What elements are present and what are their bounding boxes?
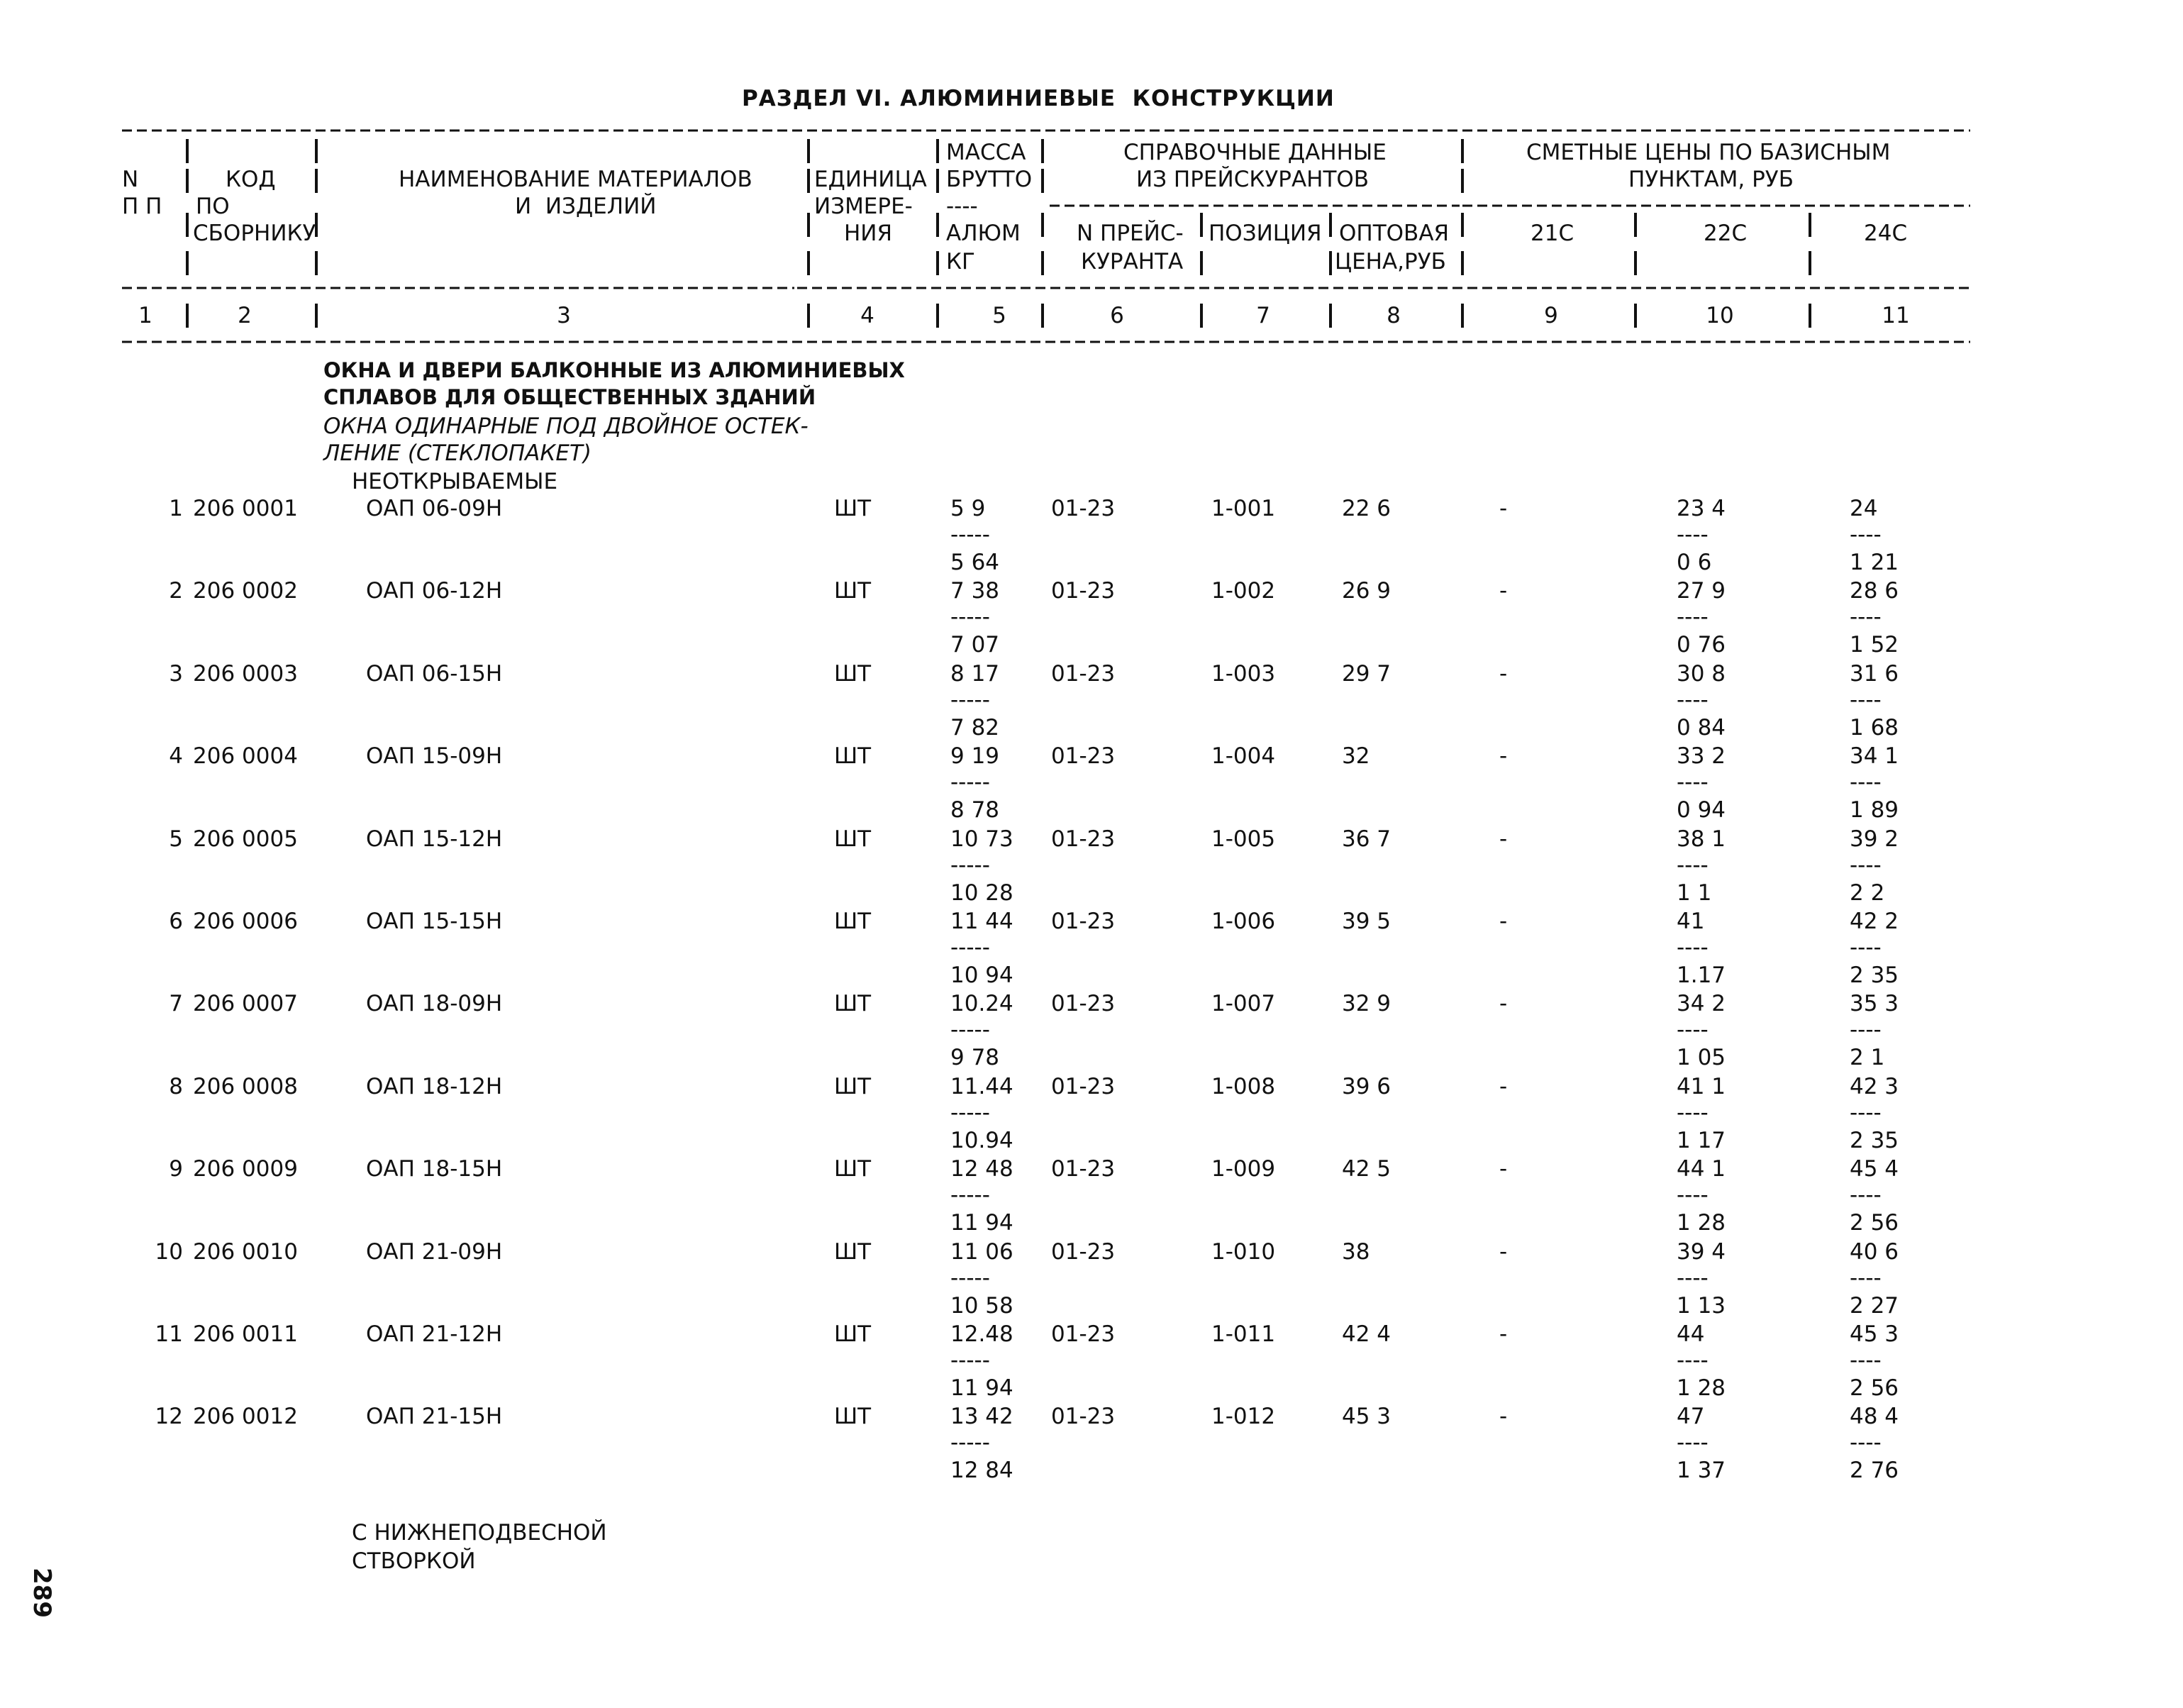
header-pos: ПОЗИЦИЯ <box>1209 221 1322 246</box>
row-pricelist: 01-23 <box>1051 1404 1116 1429</box>
row-position: 1-009 <box>1211 1156 1276 1182</box>
header-mass-5: КГ <box>946 249 975 274</box>
row-unit: ШТ <box>834 991 872 1016</box>
row-price-22c-sub: 1 05 <box>1677 1045 1726 1070</box>
row-price-22c-sub: 0 76 <box>1677 632 1726 658</box>
page-title: РАЗДЕЛ VI. АЛЮМИНИЕВЫЕ КОНСТРУКЦИИ <box>742 86 1335 111</box>
row-price-22c: 41 <box>1677 909 1705 934</box>
row-price-21c: - <box>1499 496 1508 521</box>
row-number: 8 <box>169 1074 183 1099</box>
header-est-1: СМЕТНЫЕ ЦЕНЫ ПО БАЗИСНЫМ <box>1526 140 1891 165</box>
row-price-22c-sub: 1.17 <box>1677 963 1726 988</box>
row-name: ОАП 21-12Н <box>366 1321 503 1347</box>
row-price-21c: - <box>1499 1156 1508 1182</box>
row-price-22c: 44 <box>1677 1321 1705 1347</box>
row-mass-separator: ----- <box>950 1265 990 1291</box>
row-pricelist: 01-23 <box>1051 1074 1116 1099</box>
row-wholesale-price: 42 4 <box>1342 1321 1392 1347</box>
row-code: 206 0006 <box>193 909 298 934</box>
row-price-24c-sub: 2 2 <box>1850 880 1885 906</box>
row-price-22c: 23 4 <box>1677 496 1726 521</box>
row-name: ОАП 06-09Н <box>366 496 503 521</box>
colnum-5: 5 <box>992 303 1006 328</box>
row-mass-alum: 10 94 <box>950 963 1013 988</box>
row-price-22c-separator: ---- <box>1677 1348 1709 1373</box>
row-mass-alum: 10 58 <box>950 1293 1013 1319</box>
row-price-22c: 33 2 <box>1677 743 1726 769</box>
row-mass-alum: 7 82 <box>950 715 1000 741</box>
row-code: 206 0004 <box>193 743 298 769</box>
row-price-24c: 24 <box>1850 496 1878 521</box>
row-mass-alum: 5 64 <box>950 550 1000 575</box>
row-mass: 13 42 <box>950 1404 1013 1429</box>
header-unit-1: ЕДИНИЦА <box>814 167 927 192</box>
row-mass: 11 06 <box>950 1239 1013 1265</box>
row-unit: ШТ <box>834 1404 872 1429</box>
row-position: 1-003 <box>1211 661 1276 687</box>
row-price-24c-separator: ---- <box>1850 770 1882 795</box>
row-price-24c: 40 6 <box>1850 1239 1899 1265</box>
row-number: 6 <box>169 909 183 934</box>
row-position: 1-012 <box>1211 1404 1276 1429</box>
row-price-24c-sub: 2 35 <box>1850 963 1899 988</box>
row-price-24c-sub: 1 89 <box>1850 797 1899 823</box>
section-heading-line-1: ОКНА И ДВЕРИ БАЛКОННЫЕ ИЗ АЛЮМИНИЕВЫХ <box>323 358 905 382</box>
row-unit: ШТ <box>834 1074 872 1099</box>
row-wholesale-price: 45 3 <box>1342 1404 1392 1429</box>
header-mass-3: ---- <box>946 194 978 219</box>
header-name-2: И ИЗДЕЛИЙ <box>515 194 657 219</box>
row-price-24c: 42 2 <box>1850 909 1899 934</box>
row-price-24c-sub: 2 76 <box>1850 1458 1899 1483</box>
row-mass-separator: ----- <box>950 1100 990 1126</box>
row-price-24c-separator: ---- <box>1850 1182 1882 1208</box>
row-price-22c-sub: 1 28 <box>1677 1375 1726 1401</box>
row-mass-separator: ----- <box>950 935 990 960</box>
row-code: 206 0011 <box>193 1321 298 1347</box>
row-price-22c-separator: ---- <box>1677 1100 1709 1126</box>
row-price-24c: 45 4 <box>1850 1156 1899 1182</box>
row-pricelist: 01-23 <box>1051 826 1116 852</box>
footer-note-line-2: СТВОРКОЙ <box>352 1548 476 1574</box>
row-wholesale-price: 36 7 <box>1342 826 1392 852</box>
row-name: ОАП 15-15Н <box>366 909 503 934</box>
row-mass: 9 19 <box>950 743 1000 769</box>
row-price-24c-sub: 2 1 <box>1850 1045 1885 1070</box>
row-price-22c-separator: ---- <box>1677 687 1709 713</box>
row-unit: ШТ <box>834 743 872 769</box>
row-price-24c-separator: ---- <box>1850 853 1882 878</box>
row-price-22c: 41 1 <box>1677 1074 1726 1099</box>
row-price-22c-separator: ---- <box>1677 604 1709 630</box>
row-price-22c: 30 8 <box>1677 661 1726 687</box>
row-mass: 8 17 <box>950 661 1000 687</box>
colnum-6: 6 <box>1110 303 1124 328</box>
row-mass-separator: ----- <box>950 687 990 713</box>
row-code: 206 0012 <box>193 1404 298 1429</box>
row-price-22c: 27 9 <box>1677 578 1726 604</box>
colnum-4: 4 <box>860 303 874 328</box>
row-position: 1-008 <box>1211 1074 1276 1099</box>
row-mass-separator: ----- <box>950 1348 990 1373</box>
header-ref-no-1: N ПРЕЙС- <box>1077 221 1184 246</box>
row-code: 206 0009 <box>193 1156 298 1182</box>
group-heading: НЕОТКРЫВАЕМЫЕ <box>352 469 558 494</box>
row-position: 1-002 <box>1211 578 1276 604</box>
row-price-24c-separator: ---- <box>1850 1348 1882 1373</box>
row-price-24c-sub: 1 68 <box>1850 715 1899 741</box>
header-24c: 24С <box>1864 221 1908 246</box>
row-price-24c: 34 1 <box>1850 743 1899 769</box>
row-price-21c: - <box>1499 1074 1508 1099</box>
row-code: 206 0005 <box>193 826 298 852</box>
row-number: 1 <box>169 496 183 521</box>
row-wholesale-price: 32 <box>1342 743 1370 769</box>
row-position: 1-011 <box>1211 1321 1276 1347</box>
header-mass-4: АЛЮМ <box>946 221 1021 246</box>
row-price-22c-sub: 0 6 <box>1677 550 1712 575</box>
row-unit: ШТ <box>834 496 872 521</box>
row-price-22c-separator: ---- <box>1677 853 1709 878</box>
row-wholesale-price: 22 6 <box>1342 496 1392 521</box>
header-ref-1: СПРАВОЧНЫЕ ДАННЫЕ <box>1123 140 1387 165</box>
row-unit: ШТ <box>834 661 872 687</box>
row-name: ОАП 18-12Н <box>366 1074 503 1099</box>
row-price-22c-separator: ---- <box>1677 1430 1709 1455</box>
row-price-24c: 45 3 <box>1850 1321 1899 1347</box>
header-mass-2: БРУТТО <box>946 167 1033 192</box>
row-pricelist: 01-23 <box>1051 909 1116 934</box>
row-name: ОАП 21-15Н <box>366 1404 503 1429</box>
row-unit: ШТ <box>834 1321 872 1347</box>
footer-note-line-1: С НИЖНЕПОДВЕСНОЙ <box>352 1520 607 1546</box>
row-position: 1-004 <box>1211 743 1276 769</box>
row-code: 206 0003 <box>193 661 298 687</box>
row-price-24c-separator: ---- <box>1850 1100 1882 1126</box>
row-price-21c: - <box>1499 1321 1508 1347</box>
header-npp-1: N <box>122 167 139 192</box>
header-unit-2: ИЗМЕРЕ- <box>814 194 913 219</box>
row-price-24c: 28 6 <box>1850 578 1899 604</box>
row-price-24c-sub: 2 35 <box>1850 1128 1899 1153</box>
row-position: 1-007 <box>1211 991 1276 1016</box>
row-price-22c-separator: ---- <box>1677 770 1709 795</box>
row-position: 1-005 <box>1211 826 1276 852</box>
row-number: 3 <box>169 661 183 687</box>
row-number: 7 <box>169 991 183 1016</box>
row-pricelist: 01-23 <box>1051 1321 1116 1347</box>
row-mass-alum: 8 78 <box>950 797 1000 823</box>
row-mass-separator: ----- <box>950 770 990 795</box>
row-price-21c: - <box>1499 909 1508 934</box>
row-pricelist: 01-23 <box>1051 578 1116 604</box>
row-price-24c-separator: ---- <box>1850 1017 1882 1043</box>
row-position: 1-010 <box>1211 1239 1276 1265</box>
row-price-21c: - <box>1499 661 1508 687</box>
row-price-24c: 48 4 <box>1850 1404 1899 1429</box>
row-name: ОАП 15-12Н <box>366 826 503 852</box>
header-21c: 21С <box>1531 221 1574 246</box>
row-number: 5 <box>169 826 183 852</box>
row-code: 206 0007 <box>193 991 298 1016</box>
row-price-22c-sub: 1 1 <box>1677 880 1712 906</box>
row-mass: 7 38 <box>950 578 1000 604</box>
row-price-22c: 39 4 <box>1677 1239 1726 1265</box>
row-mass-separator: ----- <box>950 1182 990 1208</box>
row-mass: 5 9 <box>950 496 986 521</box>
row-mass: 11 44 <box>950 909 1013 934</box>
row-price-21c: - <box>1499 826 1508 852</box>
row-unit: ШТ <box>834 578 872 604</box>
row-price-22c: 34 2 <box>1677 991 1726 1016</box>
row-name: ОАП 06-15Н <box>366 661 503 687</box>
row-pricelist: 01-23 <box>1051 991 1116 1016</box>
colnum-10: 10 <box>1706 303 1734 328</box>
row-price-22c: 44 1 <box>1677 1156 1726 1182</box>
row-mass: 10 73 <box>950 826 1013 852</box>
row-price-22c-sub: 1 17 <box>1677 1128 1726 1153</box>
row-mass-separator: ----- <box>950 1430 990 1455</box>
row-mass-separator: ----- <box>950 853 990 878</box>
row-unit: ШТ <box>834 1156 872 1182</box>
row-mass-alum: 12 84 <box>950 1458 1013 1483</box>
row-mass: 10.24 <box>950 991 1013 1016</box>
header-22c: 22С <box>1704 221 1748 246</box>
row-position: 1-001 <box>1211 496 1276 521</box>
row-position: 1-006 <box>1211 909 1276 934</box>
subsection-heading-line-2: ЛЕНИЕ (СТЕКЛОПАКЕТ) <box>323 440 591 466</box>
row-price-24c-separator: ---- <box>1850 604 1882 630</box>
colnum-3: 3 <box>557 303 571 328</box>
row-price-22c-separator: ---- <box>1677 1265 1709 1291</box>
row-price-22c-sub: 0 84 <box>1677 715 1726 741</box>
row-price-22c-separator: ---- <box>1677 935 1709 960</box>
row-number: 2 <box>169 578 183 604</box>
row-wholesale-price: 29 7 <box>1342 661 1392 687</box>
row-price-22c-sub: 1 37 <box>1677 1458 1726 1483</box>
row-code: 206 0001 <box>193 496 298 521</box>
page-number: 289 <box>28 1568 56 1618</box>
row-price-24c: 42 3 <box>1850 1074 1899 1099</box>
row-price-24c-sub: 2 56 <box>1850 1210 1899 1236</box>
row-price-24c-sub: 1 21 <box>1850 550 1899 575</box>
row-mass-separator: ----- <box>950 604 990 630</box>
row-number: 4 <box>169 743 183 769</box>
colnum-11: 11 <box>1882 303 1910 328</box>
row-name: ОАП 18-09Н <box>366 991 503 1016</box>
row-price-24c-separator: ---- <box>1850 1430 1882 1455</box>
row-price-21c: - <box>1499 1404 1508 1429</box>
row-code: 206 0010 <box>193 1239 298 1265</box>
row-pricelist: 01-23 <box>1051 743 1116 769</box>
row-price-24c-sub: 1 52 <box>1850 632 1899 658</box>
row-price-22c-sub: 0 94 <box>1677 797 1726 823</box>
header-kod-2: ПО <box>196 194 230 219</box>
row-unit: ШТ <box>834 1239 872 1265</box>
row-number: 10 <box>155 1239 183 1265</box>
row-pricelist: 01-23 <box>1051 661 1116 687</box>
row-code: 206 0002 <box>193 578 298 604</box>
row-mass-alum: 11 94 <box>950 1375 1013 1401</box>
row-number: 12 <box>155 1404 183 1429</box>
row-pricelist: 01-23 <box>1051 1239 1116 1265</box>
row-mass-separator: ----- <box>950 522 990 548</box>
row-wholesale-price: 39 6 <box>1342 1074 1392 1099</box>
row-pricelist: 01-23 <box>1051 496 1116 521</box>
header-name-1: НАИМЕНОВАНИЕ МАТЕРИАЛОВ <box>399 167 752 192</box>
row-code: 206 0008 <box>193 1074 298 1099</box>
row-price-21c: - <box>1499 991 1508 1016</box>
row-wholesale-price: 38 <box>1342 1239 1370 1265</box>
row-price-21c: - <box>1499 578 1508 604</box>
row-unit: ШТ <box>834 826 872 852</box>
header-kod-1: КОД <box>226 167 276 192</box>
header-unit-3: НИЯ <box>844 221 893 246</box>
row-wholesale-price: 42 5 <box>1342 1156 1392 1182</box>
row-price-24c-sub: 2 27 <box>1850 1293 1899 1319</box>
row-name: ОАП 06-12Н <box>366 578 503 604</box>
row-name: ОАП 18-15Н <box>366 1156 503 1182</box>
subsection-heading-line-1: ОКНА ОДИНАРНЫЕ ПОД ДВОЙНОЕ ОСТЕК- <box>323 414 809 439</box>
row-wholesale-price: 32 9 <box>1342 991 1392 1016</box>
row-wholesale-price: 39 5 <box>1342 909 1392 934</box>
row-price-22c-sub: 1 28 <box>1677 1210 1726 1236</box>
row-name: ОАП 21-09Н <box>366 1239 503 1265</box>
row-unit: ШТ <box>834 909 872 934</box>
row-price-22c: 47 <box>1677 1404 1705 1429</box>
row-mass-alum: 11 94 <box>950 1210 1013 1236</box>
header-ref-2: ИЗ ПРЕЙСКУРАНТОВ <box>1136 167 1370 192</box>
row-price-24c-separator: ---- <box>1850 935 1882 960</box>
colnum-8: 8 <box>1387 303 1401 328</box>
header-est-2: ПУНКТАМ, РУБ <box>1628 167 1794 192</box>
row-number: 9 <box>169 1156 183 1182</box>
row-mass-alum: 10 28 <box>950 880 1013 906</box>
row-price-24c: 35 3 <box>1850 991 1899 1016</box>
colnum-9: 9 <box>1544 303 1558 328</box>
row-mass-separator: ----- <box>950 1017 990 1043</box>
header-mass-1: МАССА <box>946 140 1026 165</box>
row-price-21c: - <box>1499 1239 1508 1265</box>
row-price-22c-separator: ---- <box>1677 1017 1709 1043</box>
header-ref-no-2: КУРАНТА <box>1081 249 1184 274</box>
row-price-21c: - <box>1499 743 1508 769</box>
row-price-24c-sub: 2 56 <box>1850 1375 1899 1401</box>
row-price-22c: 38 1 <box>1677 826 1726 852</box>
row-price-22c-sub: 1 13 <box>1677 1293 1726 1319</box>
row-price-22c-separator: ---- <box>1677 1182 1709 1208</box>
colnum-7: 7 <box>1256 303 1270 328</box>
row-mass-alum: 10.94 <box>950 1128 1013 1153</box>
row-price-24c-separator: ---- <box>1850 687 1882 713</box>
row-price-24c: 31 6 <box>1850 661 1899 687</box>
row-mass: 11.44 <box>950 1074 1013 1099</box>
header-price-2: ЦЕНА,РУБ <box>1335 249 1446 274</box>
row-mass-alum: 7 07 <box>950 632 1000 658</box>
header-kod-3: СБОРНИКУ <box>193 221 316 246</box>
colnum-2: 2 <box>238 303 252 328</box>
row-number: 11 <box>155 1321 183 1347</box>
header-price-1: ОПТОВАЯ <box>1339 221 1450 246</box>
row-price-24c: 39 2 <box>1850 826 1899 852</box>
section-heading-line-2: СПЛАВОВ ДЛЯ ОБЩЕСТВЕННЫХ ЗДАНИЙ <box>323 385 816 409</box>
header-npp-2: П П <box>122 194 162 219</box>
row-price-24c-separator: ---- <box>1850 522 1882 548</box>
row-pricelist: 01-23 <box>1051 1156 1116 1182</box>
colnum-1: 1 <box>138 303 152 328</box>
row-name: ОАП 15-09Н <box>366 743 503 769</box>
row-price-24c-separator: ---- <box>1850 1265 1882 1291</box>
row-mass: 12 48 <box>950 1156 1013 1182</box>
row-price-22c-separator: ---- <box>1677 522 1709 548</box>
row-mass: 12.48 <box>950 1321 1013 1347</box>
row-mass-alum: 9 78 <box>950 1045 1000 1070</box>
row-wholesale-price: 26 9 <box>1342 578 1392 604</box>
